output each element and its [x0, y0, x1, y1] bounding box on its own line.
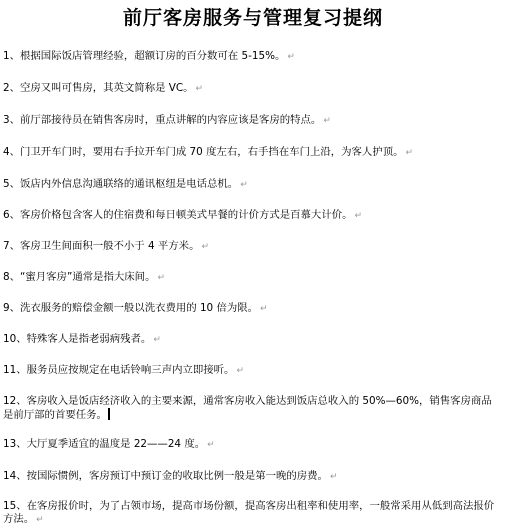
item-text: 4、门卫开车门时，要用右手拉开车门成 70 度左右，右手挡在车门上沿，为客人护顶。	[3, 146, 404, 158]
list-item	[3, 50, 501, 64]
paragraph-mark-icon: ↵	[236, 366, 244, 376]
list-item	[3, 395, 501, 422]
paragraph-mark-icon: ↵	[354, 211, 363, 221]
item-text: 13、大厅夏季适宜的温度是 22——24 度。	[3, 438, 206, 450]
item-text: 1、根据国际饭店管理经验，超额订房的百分数可在 5-15%。	[3, 50, 286, 62]
paragraph-mark-icon: ↵	[157, 273, 166, 283]
item-text: 10、特殊客人是指老弱病残者。	[3, 333, 152, 345]
paragraph-mark-icon: ↵	[240, 180, 248, 190]
list-item	[3, 178, 501, 192]
item-text: 11、服务员应按规定在电话铃响三声内立即接听。	[3, 364, 235, 376]
text-cursor-icon	[108, 408, 110, 420]
item-text: 3、前厅部接待员在销售客房时，重点讲解的内容应该是客房的特点。	[3, 114, 322, 126]
list-item	[3, 114, 501, 128]
list-item	[3, 438, 501, 452]
paragraph-mark-icon: ↵	[260, 304, 268, 314]
paragraph-mark-icon: ↵	[201, 242, 210, 252]
list-item	[3, 364, 501, 378]
list-item	[3, 470, 501, 484]
paragraph-mark-icon: ↵	[195, 84, 204, 94]
document-title: 前厅客房服务与管理复习提纲	[122, 7, 383, 29]
paragraph-mark-icon: ↵	[207, 440, 215, 450]
list-item	[3, 333, 501, 347]
item-text: 8、“蜜月客房”通常是指大床间。	[3, 271, 156, 283]
paragraph-mark-icon: ↵	[287, 52, 295, 62]
item-text: 15、在客房报价时，为了占领市场，提高市场份额，提高客房出租率和使用率，一般常采用从低到高法报价方法。	[3, 500, 495, 525]
list-item	[3, 82, 501, 96]
item-text: 7、客房卫生间面积一般不小于 4 平方米。	[3, 240, 200, 252]
item-text: 9、洗衣服务的赔偿金额一般以洗衣费用的 10 倍为限。	[3, 302, 259, 314]
list-item	[3, 500, 501, 527]
paragraph-mark-icon: ↵	[153, 335, 161, 345]
item-text: 6、客房价格包含客人的住宿费和每日顿美式早餐的计价方式是百慕大计价。	[3, 209, 353, 221]
list-item	[3, 240, 501, 254]
item-text: 5、饭店内外信息沟通联络的通讯枢纽是电话总机。	[3, 178, 239, 190]
paragraph-mark-icon: ↵	[36, 515, 44, 525]
paragraph-mark-icon: ↵	[329, 472, 338, 482]
item-text: 14、按国际惯例，客房预订中预订金的收取比例一般是第一晚的房费。	[3, 470, 328, 482]
list-item	[3, 209, 501, 223]
list-item	[3, 146, 501, 160]
item-text: 2、空房又叫可售房，其英文简称是 VC。	[3, 82, 194, 94]
paragraph-mark-icon: ↵	[405, 148, 414, 158]
list-item	[3, 271, 501, 285]
item-text: 12、客房收入是饭店经济收入的主要来源，通常客房收入能达到饭店总收入的 50%—60%，销售客房商品是前厅部的首要任务。	[3, 395, 492, 421]
list-item	[3, 302, 501, 316]
paragraph-mark-icon: ↵	[323, 116, 331, 126]
